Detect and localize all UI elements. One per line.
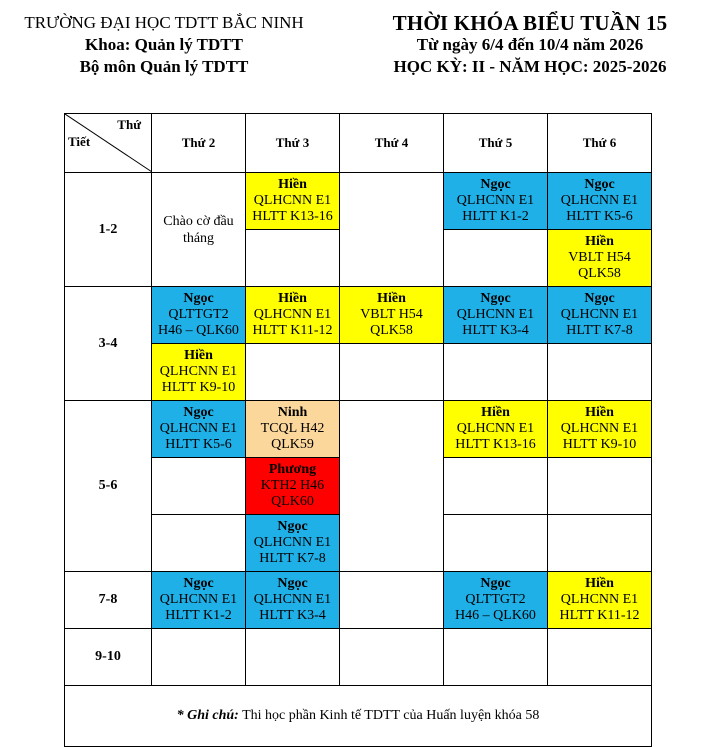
class-group: HLTT K3-4 (462, 323, 529, 338)
faculty-name: Khoa: Quản lý TDTT (85, 35, 243, 54)
teacher-name: Hiền (481, 405, 510, 420)
class-subject: QLTTGT2 (465, 592, 526, 607)
note-text: Thi học phần Kinh tế TDTT của Huấn luyện khóa 58 (238, 708, 540, 723)
teacher-name: Ngọc (480, 177, 511, 192)
class-cell (246, 515, 340, 572)
header-right (368, 12, 692, 78)
class-cell (246, 173, 340, 230)
table-row (65, 287, 652, 344)
semester-info: HỌC KỲ: II - NĂM HỌC: 2025-2026 (393, 57, 667, 76)
class-subject: QLHCNN E1 (560, 421, 639, 436)
class-cell (246, 401, 340, 458)
table-row (65, 344, 652, 401)
class-cell (152, 572, 246, 629)
class-group: HLTT K11-12 (252, 323, 333, 338)
class-group: H46 – QLK60 (158, 323, 239, 338)
empty-cell (444, 344, 548, 401)
empty-cell (340, 572, 444, 629)
class-subject: QLHCNN E1 (456, 193, 535, 208)
empty-cell (444, 515, 548, 572)
note-row (65, 686, 652, 747)
empty-cell (444, 629, 548, 686)
teacher-name: Phương (268, 462, 317, 477)
class-cell (340, 287, 444, 344)
class-group: HLTT K5-6 (566, 209, 633, 224)
class-group: HLTT K13-16 (252, 209, 333, 224)
class-subject: VBLT H54 (360, 307, 423, 322)
empty-cell (340, 401, 444, 572)
teacher-name: Ngọc (584, 291, 615, 306)
page-title: THỜI KHÓA BIỂU TUẦN 15 (392, 11, 668, 35)
note-label: * Ghi chú: (176, 708, 239, 723)
header-left (4, 12, 324, 78)
empty-cell (340, 629, 444, 686)
teacher-name: Ninh (277, 405, 308, 420)
class-cell (152, 344, 246, 401)
class-subject: QLHCNN E1 (253, 193, 332, 208)
teacher-name: Ngọc (480, 576, 511, 591)
empty-cell (246, 344, 340, 401)
class-subject: QLHCNN E1 (159, 421, 238, 436)
class-cell (152, 287, 246, 344)
teacher-name: Hiền (585, 405, 614, 420)
table-row (65, 572, 652, 629)
class-group: QLK58 (578, 266, 621, 281)
teacher-name: Ngọc (480, 291, 511, 306)
teacher-name: Ngọc (183, 291, 214, 306)
corner-cell (65, 114, 152, 173)
timetable (64, 113, 652, 747)
class-group: HLTT K5-6 (165, 437, 232, 452)
day-header-tue: Thứ 3 (246, 114, 340, 173)
class-group: HLTT K13-16 (455, 437, 536, 452)
note-cell (65, 686, 652, 747)
empty-cell (152, 515, 246, 572)
class-cell (152, 401, 246, 458)
teacher-name: Hiền (278, 177, 307, 192)
table-row (65, 173, 652, 230)
table-row (65, 629, 652, 686)
school-name: TRƯỜNG ĐẠI HỌC TDTT BẮC NINH (24, 13, 304, 32)
teacher-name: Hiền (278, 291, 307, 306)
special-event-text: Chào cờ đầu tháng (163, 213, 234, 246)
class-subject: QLHCNN E1 (560, 307, 639, 322)
teacher-name: Ngọc (183, 576, 214, 591)
class-subject: QLHCNN E1 (159, 364, 238, 379)
special-event (152, 173, 246, 287)
empty-cell (548, 458, 652, 515)
class-subject: TCQL H42 (260, 421, 325, 436)
empty-cell (152, 458, 246, 515)
class-cell (444, 572, 548, 629)
empty-cell (444, 230, 548, 287)
class-group: QLK58 (370, 323, 413, 338)
class-cell (548, 287, 652, 344)
class-subject: QLHCNN E1 (253, 535, 332, 550)
teacher-name: Hiền (585, 576, 614, 591)
table-row (65, 401, 652, 458)
period-label: 1-2 (65, 173, 152, 287)
teacher-name: Hiền (184, 348, 213, 363)
empty-cell (548, 344, 652, 401)
class-group: HLTT K7-8 (259, 551, 326, 566)
teacher-name: Hiền (585, 234, 614, 249)
class-subject: VBLT H54 (568, 250, 631, 265)
empty-cell (246, 629, 340, 686)
day-header-fri: Thứ 6 (548, 114, 652, 173)
class-cell (246, 287, 340, 344)
class-cell (548, 230, 652, 287)
class-group: HLTT K11-12 (559, 608, 640, 623)
class-cell (548, 173, 652, 230)
class-cell (548, 572, 652, 629)
teacher-name: Ngọc (584, 177, 615, 192)
class-subject: QLHCNN E1 (253, 592, 332, 607)
empty-cell (340, 173, 444, 287)
class-group: HLTT K1-2 (165, 608, 232, 623)
class-group: QLK60 (271, 494, 314, 509)
empty-cell (444, 458, 548, 515)
empty-cell (246, 230, 340, 287)
class-group: HLTT K3-4 (259, 608, 326, 623)
empty-cell (340, 344, 444, 401)
teacher-name: Hiền (377, 291, 406, 306)
day-header-thu: Thứ 5 (444, 114, 548, 173)
class-cell (444, 173, 548, 230)
class-subject: QLHCNN E1 (456, 307, 535, 322)
corner-day-label: Thứ (117, 117, 141, 132)
class-subject: QLHCNN E1 (560, 592, 639, 607)
teacher-name: Ngọc (277, 519, 308, 534)
period-label: 5-6 (65, 401, 152, 572)
empty-cell (548, 515, 652, 572)
class-cell (246, 572, 340, 629)
class-subject: QLTTGT2 (168, 307, 229, 322)
class-subject: QLHCNN E1 (253, 307, 332, 322)
class-subject: QLHCNN E1 (159, 592, 238, 607)
class-subject: QLHCNN E1 (560, 193, 639, 208)
day-header-wed: Thứ 4 (340, 114, 444, 173)
date-range: Từ ngày 6/4 đến 10/4 năm 2026 (416, 35, 644, 54)
class-cell (246, 458, 340, 515)
day-header-mon: Thứ 2 (152, 114, 246, 173)
period-label: 9-10 (65, 629, 152, 686)
class-group: HLTT K7-8 (566, 323, 633, 338)
empty-cell (152, 629, 246, 686)
class-group: HLTT K1-2 (462, 209, 529, 224)
class-cell (444, 287, 548, 344)
table-header-row (65, 114, 652, 173)
class-group: QLK59 (271, 437, 314, 452)
class-cell (444, 401, 548, 458)
period-label: 7-8 (65, 572, 152, 629)
teacher-name: Ngọc (277, 576, 308, 591)
class-subject: QLHCNN E1 (456, 421, 535, 436)
empty-cell (548, 629, 652, 686)
class-group: H46 – QLK60 (455, 608, 536, 623)
class-cell (548, 401, 652, 458)
department-name: Bộ môn Quản lý TDTT (79, 57, 249, 76)
corner-period-label: Tiết (68, 134, 91, 149)
class-group: HLTT K9-10 (562, 437, 637, 452)
period-label: 3-4 (65, 287, 152, 401)
class-group: HLTT K9-10 (161, 380, 236, 395)
class-subject: KTH2 H46 (260, 478, 325, 493)
teacher-name: Ngọc (183, 405, 214, 420)
